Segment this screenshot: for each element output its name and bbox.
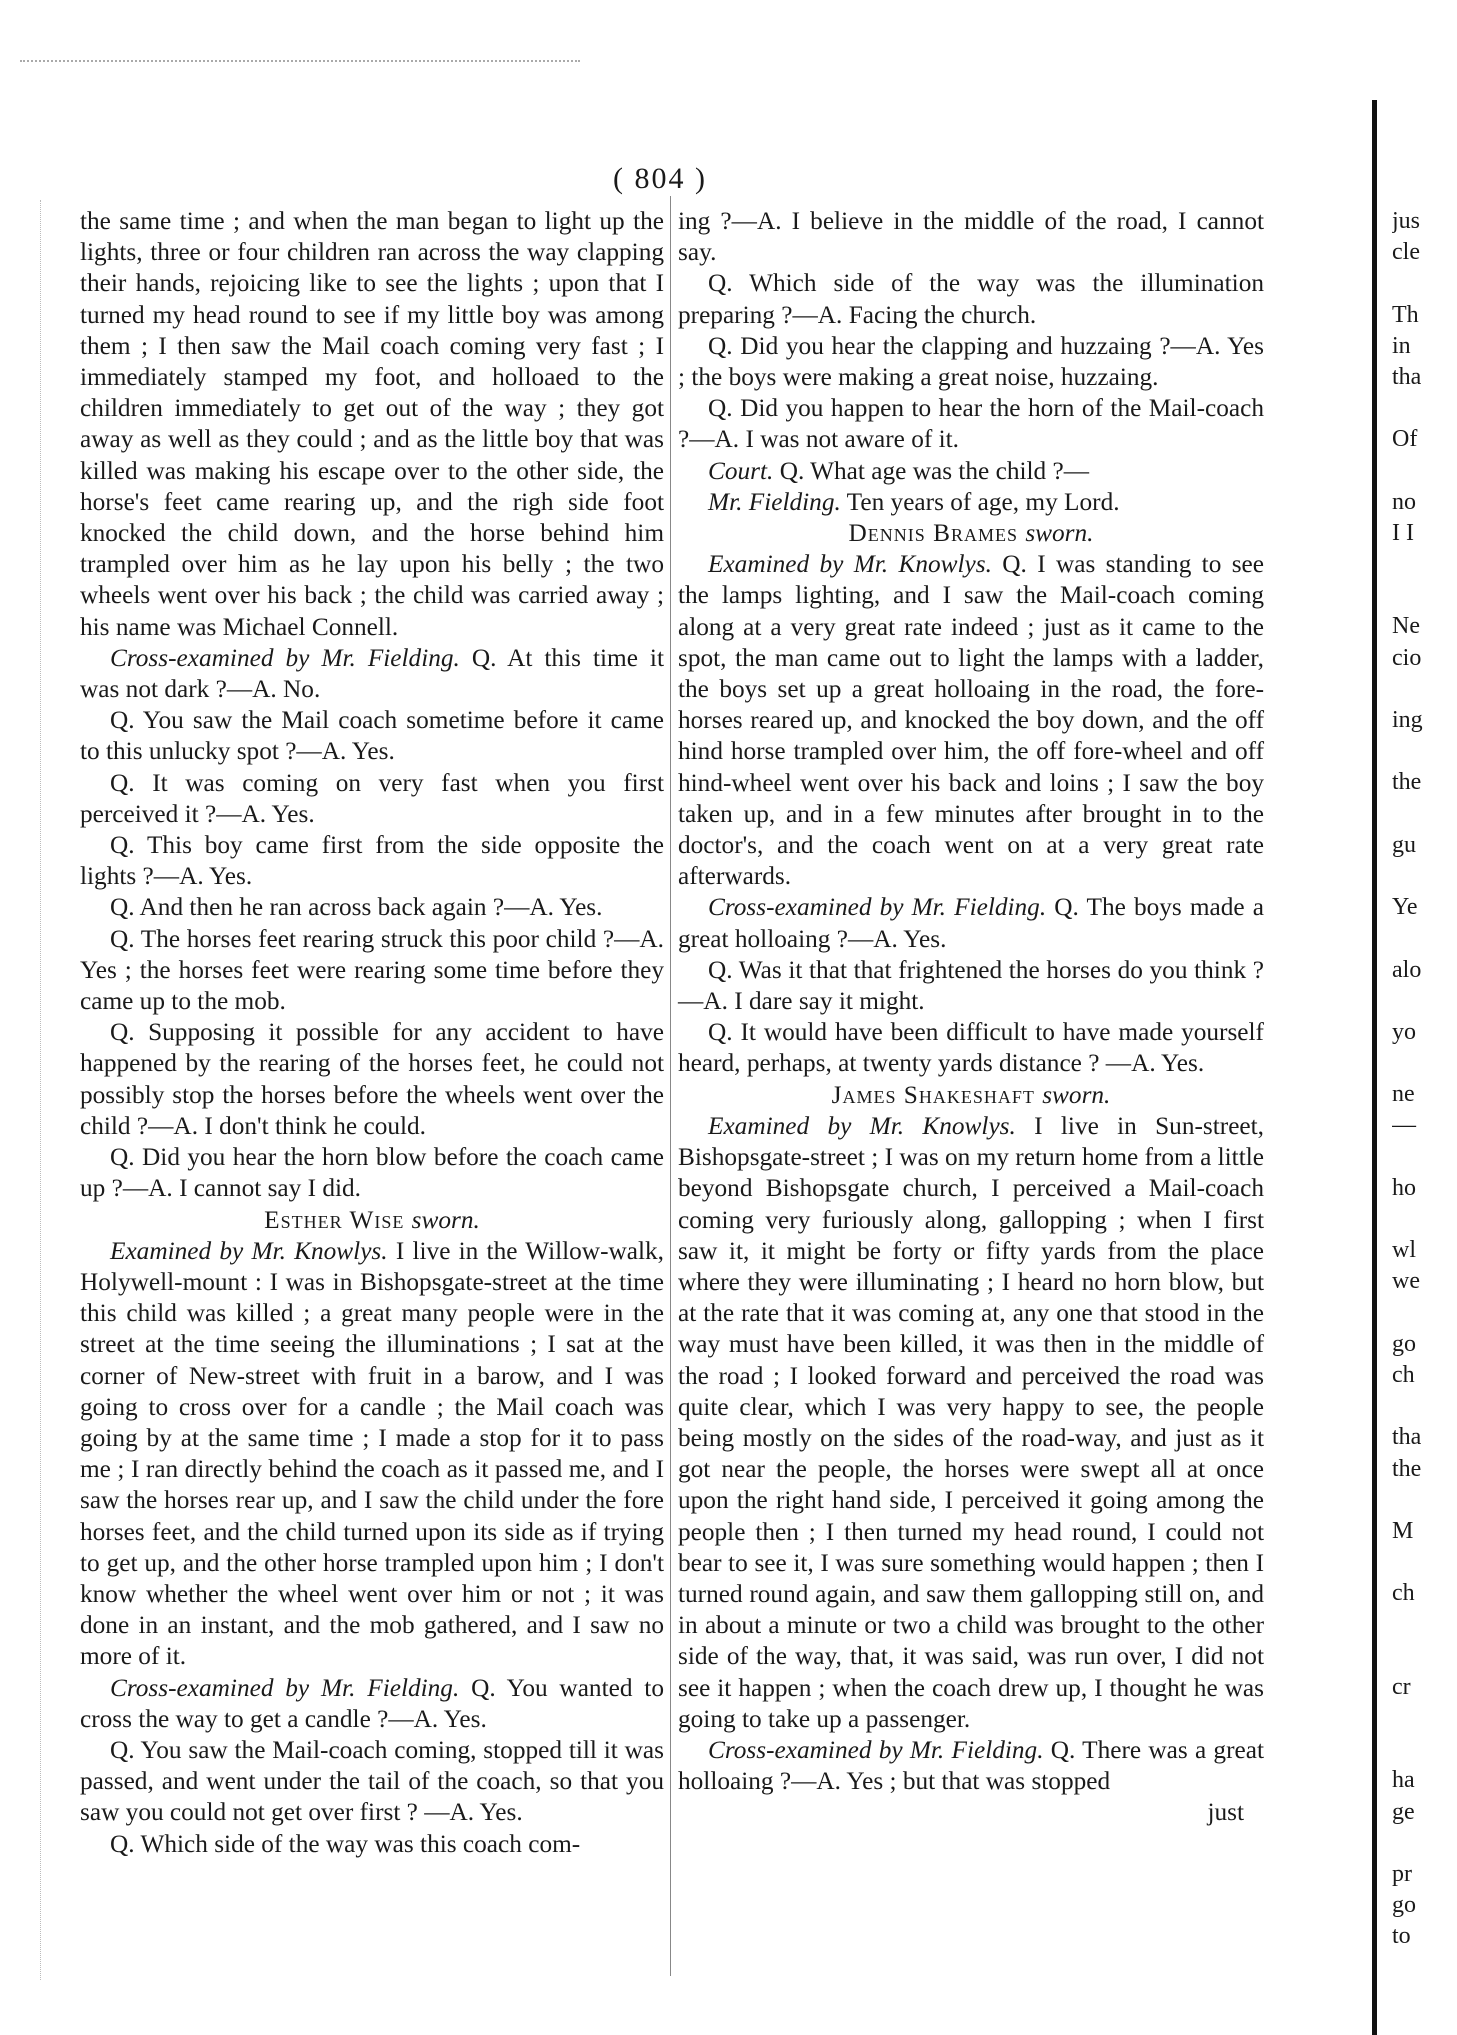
paragraph-text: Q. It would have been difficult to have made yourself heard, perhaps, at twenty yards distance ? —A. Yes. xyxy=(678,1018,1264,1078)
facing-page-fragment xyxy=(1392,456,1452,487)
facing-page-fragment: we xyxy=(1392,1268,1420,1295)
facing-page-fragment: no xyxy=(1392,488,1416,515)
paragraph-text: Q. Did you hear the clapping and huzzaing ?—A. Yes ; the boys were making a great noise, huzzaing. xyxy=(678,331,1264,392)
facing-page-fragment xyxy=(1392,393,1452,424)
testimony-paragraph xyxy=(80,768,664,830)
facing-page-fragment: I I xyxy=(1392,519,1414,546)
facing-page-fragment xyxy=(1392,549,1452,580)
testimony-paragraph xyxy=(678,1735,1264,1797)
facing-page-fragment: tha xyxy=(1392,363,1422,390)
examiner-lead: Cross-examined by Mr. Fielding. xyxy=(110,1673,460,1702)
facing-page-fragment xyxy=(1392,1391,1452,1422)
facing-page-fragment: ing xyxy=(1392,707,1423,733)
facing-page-fragment xyxy=(1392,1298,1452,1329)
testimony-paragraph xyxy=(678,268,1264,330)
examiner-lead: Examined by Mr. Knowlys. xyxy=(110,1236,388,1265)
facing-page-fragment: Th xyxy=(1392,301,1419,328)
facing-page-fragment xyxy=(1392,1142,1452,1173)
right-column xyxy=(678,206,1264,1829)
facing-page-fragment: go xyxy=(1392,1330,1416,1357)
paragraph-text: Ten years of age, my Lord. xyxy=(840,487,1120,516)
facing-page-fragment xyxy=(1392,1547,1452,1578)
facing-page-fragment: go xyxy=(1392,1892,1416,1919)
facing-page-fragment: M xyxy=(1392,1517,1414,1544)
testimony-paragraph xyxy=(678,456,1264,487)
catchword: just xyxy=(1207,1798,1244,1827)
facing-page-fragment xyxy=(1392,986,1452,1017)
testimony-paragraph xyxy=(678,1017,1264,1079)
paragraph-text: Q. Did you hear the horn blow before the coach came up ?—A. I cannot say I did. xyxy=(80,1143,664,1203)
page-number: ( 804 ) xyxy=(613,162,707,195)
facing-page-fragment: jus xyxy=(1392,208,1421,234)
facing-page-fragment xyxy=(1392,1204,1452,1235)
examiner-lead: Cross-examined by Mr. Fielding. xyxy=(708,893,1047,922)
facing-page-fragment: Ne xyxy=(1392,613,1420,640)
facing-page-fragment: to xyxy=(1392,1923,1411,1950)
facing-page-fragment: tha xyxy=(1392,1424,1422,1451)
facing-page-fragment: ha xyxy=(1392,1767,1415,1794)
facing-page-fragment: the xyxy=(1392,769,1422,796)
facing-page-fragment xyxy=(1392,1641,1452,1672)
examiner-lead: Cross-examined by Mr. Fielding. xyxy=(110,643,460,672)
testimony-paragraph xyxy=(678,955,1264,1017)
examiner-lead: Court. xyxy=(708,456,774,485)
testimony-paragraph xyxy=(80,830,664,892)
witness-heading xyxy=(678,518,1264,549)
paragraph-text: Q. Supposing it possible for any accident to have happened by the rearing of the horses feet, he could not possibly stop the horses before the wheels went over the child ?—A. I don't think he could. xyxy=(80,1018,664,1140)
facing-page-fragment: — xyxy=(1392,1112,1416,1139)
sworn-label: sworn. xyxy=(1025,519,1094,548)
examiner-lead: Examined by Mr. Knowlys. xyxy=(708,550,992,579)
facing-page-fragment: yo xyxy=(1392,1018,1416,1045)
paragraph-text: Q. Did you happen to hear the horn of the Mail-coach ?—A. I was not aware of it. xyxy=(678,394,1264,454)
facing-page-fragment: ch xyxy=(1392,1580,1415,1607)
testimony-paragraph xyxy=(80,1673,664,1735)
paragraph-text: Q. The boys made a great holloaing ?—A. Yes. xyxy=(678,893,1264,953)
facing-page-fragment: Of xyxy=(1392,426,1418,453)
sworn-label: sworn. xyxy=(411,1205,480,1234)
examiner-lead: Examined by Mr. Knowlys. xyxy=(708,1111,1016,1140)
paragraph-text: Q. You saw the Mail-coach coming, stopped till it was passed, and went under the tail of the coach, so that you saw you could not get over first ? —A. Yes. xyxy=(80,1735,664,1827)
witness-name: James Shakeshaft xyxy=(831,1080,1035,1109)
testimony-paragraph xyxy=(678,549,1264,892)
binding-gutter xyxy=(1372,100,1377,2035)
testimony-paragraph xyxy=(678,393,1264,455)
testimony-paragraph xyxy=(80,1017,664,1142)
facing-page-fragment: ho xyxy=(1392,1174,1416,1201)
left-margin-ticks xyxy=(40,200,51,1980)
testimony-paragraph xyxy=(678,892,1264,954)
witness-name: Esther Wise xyxy=(264,1205,405,1234)
testimony-paragraph xyxy=(678,487,1264,518)
facing-page-fragment xyxy=(1392,580,1452,611)
facing-page-fragment xyxy=(1392,268,1452,299)
testimony-paragraph xyxy=(80,1142,664,1204)
paragraph-text: I live in the Willow-walk, Holywell-mount : I was in Bishopsgate-street at the time this child was killed ; a great many people were in the street at the time seeing the illuminations ; I sat at the corner of New-street with fruit in a barow, and I was going to cross over for a candle ; the Mail coach was going by at the same time ; I made a stop for it to pass me ; I ran directly behind the coach as it passed me, and I saw the horses rear up, and I saw the child under the fore horses feet, and the child turned upon its side as if trying to get up, and the other horse trampled upon him ; I don't know whether the wheel went over him or not ; it was done in an instant, and the mob gathered, and I saw no more of it. xyxy=(80,1236,665,1671)
paragraph-text: Q. You saw the Mail coach sometime before it came to this unlucky spot ?—A. Yes. xyxy=(80,706,664,766)
facing-page-fragment: pr xyxy=(1392,1860,1412,1887)
facing-page-fragment xyxy=(1392,923,1452,954)
paragraph-text: Q. And then he ran across back again ?—A. Yes. xyxy=(110,893,603,922)
paragraph-text: I live in Sun-street, Bishopsgate-street ; I was on my return home from a little beyond Bishopsgate church, I perceived a Mail-coach coming very furiously along, gallopping ; when I first saw it, it might be forty or fifty yards from the place where they were illuminating ; I heard no horn blow, but at the rate that it was coming at, any one that stood in the way must have been killed, it was then in the middle of the road ; I looked forward and perceived the road was quite clear, which I was very happy to see, the people being mostly on the sides of the road-way, and just as it got near the people, the horses were swept all at once upon the right hand side, I perceived it going among the people then ; I then turned my head round, I could not bear to see it, I was sure something would happen ; then I turned round again, and saw them gallopping still on, and in about a minute or two a child was brought to the other side of the way, that, it was said, was run over, I did not see it happen ; when the coach drew up, I thought he was going to take up a passenger. xyxy=(678,1111,1265,1733)
facing-page-fragment xyxy=(1392,1485,1452,1516)
column-divider xyxy=(670,196,671,1976)
facing-page-fragment: wl xyxy=(1392,1237,1416,1264)
testimony-paragraph xyxy=(678,206,1264,268)
examiner-lead: Mr. Fielding. xyxy=(708,487,841,516)
facing-page-fragment: gu xyxy=(1392,831,1416,858)
left-column xyxy=(80,206,664,1860)
facing-page-fragment: ne xyxy=(1392,1081,1415,1108)
facing-page-fragment: the xyxy=(1392,1455,1422,1482)
scan-noise xyxy=(20,60,580,65)
facing-page-fragments xyxy=(1392,206,1452,1953)
testimony-paragraph xyxy=(80,643,664,705)
paragraph-text: Q. Which side of the way was the illumination preparing ?—A. Facing the church. xyxy=(678,269,1264,329)
paragraph-text: the same time ; and when the man began to light up the lights, three or four children ran across the way clapping their hands, rejoicing like to see the lights ; upon that I turned my head round to see if my little boy was among them ; I then saw the Mail coach coming very fast ; I immediately stamped my foot, and holloaed to the children immediately to get out of the way ; they got away as well as they could ; and as the little boy that was killed was making his escape over to the other side, the horse's feet came rearing up, and the righ side foot knocked the child down, and the horse behind him trampled over him as he lay upon his belly ; the two wheels went over his back ; the child was carried away ; his name was Michael Connell. xyxy=(80,207,664,641)
facing-page-fragment: ch xyxy=(1392,1361,1415,1388)
facing-page-fragment xyxy=(1392,861,1452,892)
paragraph-text: Q. The horses feet rearing struck this poor child ?—A. Yes ; the horses feet were rearing some time before they came up to the mob. xyxy=(80,924,664,1016)
facing-page-fragment: ge xyxy=(1392,1798,1415,1825)
facing-page-fragment: in xyxy=(1392,332,1411,359)
facing-page-fragment xyxy=(1392,1609,1452,1640)
testimony-paragraph xyxy=(80,1735,664,1829)
testimony-paragraph xyxy=(80,206,664,643)
facing-page-fragment xyxy=(1392,1828,1452,1859)
sworn-label: sworn. xyxy=(1042,1080,1111,1109)
witness-name: Dennis Brames xyxy=(848,519,1018,548)
paragraph-text: Q. What age was the child ?— xyxy=(773,456,1090,485)
paragraph-text: Q. It was coming on very fast when you first perceived it ?—A. Yes. xyxy=(80,768,664,828)
facing-page-fragment: alo xyxy=(1392,956,1422,983)
facing-page-fragment xyxy=(1392,1734,1452,1765)
testimony-paragraph xyxy=(80,924,664,1018)
testimony-paragraph xyxy=(678,1111,1264,1735)
paragraph-text: Q. Which side of the way was this coach com- xyxy=(110,1829,581,1858)
facing-page-fragment xyxy=(1392,1703,1452,1734)
paragraph-text: Q. I was standing to see the lamps lighting, and I saw the Mail-coach coming along at a very great rate indeed ; just as it came to the spot, the man came out to light the lamps with a ladder, the boys set up a great holloaing in the road, the fore-horses reared up, and knocked the boy down, and the off hind horse trampled over him, the off fore-wheel and off hind-wheel went over his back and loins ; I saw the boy taken up, and in a few minutes after brought in to the doctor's, and the coach went on at a very great rate afterwards. xyxy=(678,550,1264,891)
witness-heading xyxy=(678,1080,1264,1111)
facing-page-fragment xyxy=(1392,799,1452,830)
paragraph-text: Q. Was it that that frightened the horses do you think ?—A. I dare say it might. xyxy=(678,955,1264,1016)
testimony-paragraph xyxy=(80,892,664,923)
testimony-paragraph xyxy=(80,705,664,767)
paragraph-text: ing ?—A. I believe in the middle of the road, I cannot say. xyxy=(678,207,1264,267)
paragraph-text: Q. There was a great holloaing ?—A. Yes ; but that was stopped xyxy=(678,1735,1264,1796)
paragraph-text: Q. At this time it was not dark ?—A. No. xyxy=(80,643,664,704)
facing-page-fragment: cio xyxy=(1392,644,1422,671)
testimony-paragraph xyxy=(80,1236,664,1673)
facing-page-fragment: Ye xyxy=(1392,894,1418,921)
testimony-paragraph xyxy=(678,331,1264,393)
facing-page-fragment xyxy=(1392,674,1452,705)
paragraph-text: Q. You wanted to cross the way to get a candle ?—A. Yes. xyxy=(80,1673,664,1733)
facing-page-fragment xyxy=(1392,1048,1452,1079)
facing-page-fragment: cle xyxy=(1392,239,1420,266)
examiner-lead: Cross-examined by Mr. Fielding. xyxy=(708,1735,1044,1764)
facing-page-fragment xyxy=(1392,736,1452,767)
witness-heading xyxy=(80,1205,664,1236)
facing-page-fragment: cr xyxy=(1392,1673,1411,1700)
paragraph-text: Q. This boy came first from the side opposite the lights ?—A. Yes. xyxy=(80,831,664,891)
testimony-paragraph xyxy=(80,1829,664,1860)
